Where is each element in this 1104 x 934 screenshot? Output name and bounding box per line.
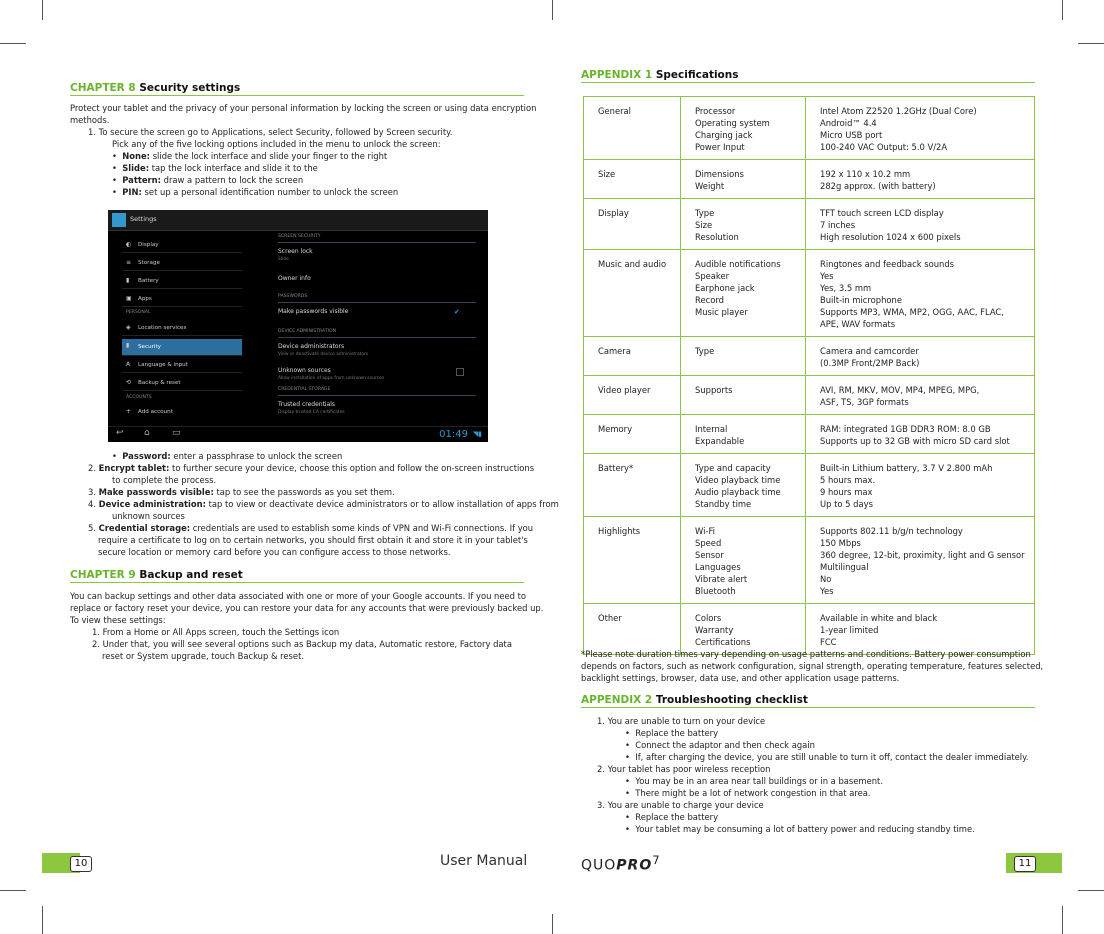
check-icon: ✔ <box>454 308 460 316</box>
spec-value: FCC <box>820 637 837 647</box>
chapter-title: Security settings <box>139 82 241 94</box>
item-4-cont: unknown sources <box>112 511 185 521</box>
heading-rule <box>581 707 1035 708</box>
spec-key: Wi-Fi <box>695 526 715 536</box>
lock-option: • PIN: set up a personal identification number to unlock the screen <box>112 187 399 197</box>
screen-lock-sub: Slide <box>278 257 289 262</box>
recents-icon: ▭ <box>172 428 181 438</box>
spec-values <box>806 250 1035 337</box>
spec-key: Resolution <box>695 232 739 242</box>
spec-values <box>806 337 1035 376</box>
table-row <box>584 250 1035 337</box>
password-bullet: • Password: enter a passphrase to unlock the screen <box>112 451 343 461</box>
crop-mark <box>42 0 43 20</box>
navigation-bar <box>108 426 488 442</box>
spec-value: 9 hours max <box>820 487 873 497</box>
spec-value: Built-in Lithium battery, 3.7 V 2.800 mAh <box>820 463 993 473</box>
spec-value: Supports 802.11 b/g/n technology <box>820 526 963 536</box>
spec-key: Standby time <box>695 499 752 509</box>
clock: 01:49 <box>439 429 468 440</box>
back-icon: ↩ <box>116 428 124 438</box>
lock-option: • Pattern: draw a pattern to lock the screen <box>112 175 304 185</box>
screen-lock-item: Screen lock <box>278 248 313 255</box>
page-number: 11 <box>1014 856 1036 872</box>
spec-value: 192 x 110 x 10.2 mm <box>820 169 911 179</box>
appendix-number: APPENDIX 1 <box>581 69 653 81</box>
spec-value: 5 hours max. <box>820 475 876 485</box>
spec-value: AVI, RM, MKV, MOV, MP4, MPEG, MPG, <box>820 385 980 395</box>
spec-category: Other <box>584 604 681 655</box>
appendix-title: Specifications <box>655 69 739 81</box>
spec-key: Speed <box>695 538 722 548</box>
table-row <box>584 337 1035 376</box>
spec-key: Type <box>695 208 715 218</box>
spec-value: Micro USB port <box>820 130 883 140</box>
spec-value: No <box>820 574 832 584</box>
spec-category: Music and audio <box>584 250 681 337</box>
spec-keys <box>681 376 806 415</box>
list-item: A Language & input <box>122 358 242 373</box>
spec-value: 360 degree, 12-bit, proximity, light and G sensor <box>820 550 1025 560</box>
table-row <box>584 160 1035 199</box>
spec-values <box>806 604 1035 655</box>
ch9-text: You can backup settings and other data associated with one or more of your Google accounts. If you need to <box>70 591 527 601</box>
table-row <box>584 97 1035 160</box>
section-header: CREDENTIAL STORAGE <box>278 387 331 392</box>
divider <box>278 242 476 243</box>
intro-line: methods. <box>70 115 110 125</box>
list-item: ◐ Display <box>122 238 242 253</box>
section-header: ACCOUNTS <box>126 395 152 400</box>
ch9-text: To view these settings: <box>70 615 166 625</box>
spec-value: Built-in microphone <box>820 295 902 305</box>
spec-category: Memory <box>584 415 681 454</box>
crop-mark <box>1062 0 1063 20</box>
language-icon: A <box>126 361 131 368</box>
spec-value: (0.3MP Front/2MP Back) <box>820 358 920 368</box>
settings-screenshot <box>108 210 488 442</box>
backup-icon: ⟲ <box>126 379 132 386</box>
crop-mark <box>0 43 26 44</box>
spec-value: 100-240 VAC Output: 5.0 V/2A <box>820 142 948 152</box>
spec-values <box>806 97 1035 160</box>
table-row <box>584 454 1035 517</box>
spec-value: ASF, TS, 3GP formats <box>820 397 909 407</box>
user-manual-label: User Manual <box>440 853 528 869</box>
spec-key: Vibrate alert <box>695 574 748 584</box>
spec-category: General <box>584 97 681 160</box>
spec-value: Android™ 4.4 <box>820 118 877 128</box>
spec-values <box>806 376 1035 415</box>
list-item: ◈ Location services <box>122 321 242 336</box>
divider <box>278 337 476 338</box>
spec-key: Colors <box>695 613 722 623</box>
spec-category: Size <box>584 160 681 199</box>
spec-value: 1-year limited <box>820 625 879 635</box>
settings-title: Settings <box>130 215 157 223</box>
spec-key: Earphone jack <box>695 283 755 293</box>
item-5: 5. Credential storage: credentials are used to establish some kinds of VPN and Wi-Fi connections. If you <box>88 523 534 533</box>
spec-value: Yes <box>820 271 834 281</box>
spec-key: Type <box>695 346 715 356</box>
table-row <box>584 604 1035 655</box>
item-2-cont: to complete the process. <box>112 475 217 485</box>
apps-icon: ▣ <box>126 295 132 302</box>
chapter-number: CHAPTER 8 <box>70 82 136 94</box>
heading-rule <box>581 82 1035 83</box>
spec-key: Expandable <box>695 436 745 446</box>
item-2: 2. Encrypt tablet: to further secure your device, choose this option and follow the on-screen instructions <box>88 463 535 473</box>
crop-mark <box>552 0 553 20</box>
spec-key: Operating system <box>695 118 770 128</box>
step-1: 1. To secure the screen go to Applications, select Security, followed by Screen security. <box>88 127 453 137</box>
storage-icon: ≡ <box>126 259 132 266</box>
add-icon: + <box>126 408 132 415</box>
spec-key: Audible notifications <box>695 259 781 269</box>
spec-key: Processor <box>695 106 736 116</box>
spec-value: Multilingual <box>820 562 869 572</box>
crop-mark <box>1078 890 1104 891</box>
section-header: SCREEN SECURITY <box>278 234 321 239</box>
crop-mark <box>42 906 43 934</box>
spec-category: Video player <box>584 376 681 415</box>
ch9-step: 2. Under that, you will see several options such as Backup my data, Automatic restore, Factory data <box>92 639 512 649</box>
location-icon: ◈ <box>126 324 131 331</box>
spec-value: Up to 5 days <box>820 499 873 509</box>
table-row <box>584 199 1035 250</box>
spec-keys <box>681 337 806 376</box>
display-icon: ◐ <box>126 241 132 248</box>
trouble-bullet: • Replace the battery <box>625 728 719 738</box>
settings-titlebar <box>108 210 488 231</box>
wifi-battery-icon: ◥▮ <box>472 430 482 438</box>
spec-keys <box>681 160 806 199</box>
list-item: + Add account <box>126 408 173 415</box>
appendix-number: APPENDIX 2 <box>581 694 653 706</box>
crop-mark <box>0 890 26 891</box>
spec-keys <box>681 97 806 160</box>
spec-key: Record <box>695 295 724 305</box>
trouble-bullet: • There might be a lot of network congestion in that area. <box>625 788 871 798</box>
list-item: ▣ Apps <box>122 292 242 307</box>
list-item-selected: ▮ Security <box>122 339 242 356</box>
spec-key: Video playback time <box>695 475 781 485</box>
trouble-bullet: • You may be in an area near tall buildings or in a basement. <box>625 776 883 786</box>
spec-key: Bluetooth <box>695 586 736 596</box>
spec-value: 7 inches <box>820 220 856 230</box>
ch9-step: 1. From a Home or All Apps screen, touch the Settings icon <box>92 627 340 637</box>
battery-note: backlight settings, browser, data use, and other application usage patterns. <box>581 673 900 683</box>
spec-value: Camera and camcorder <box>820 346 919 356</box>
list-item: ≡ Storage <box>122 256 242 271</box>
trouble-item: 2. Your tablet has poor wireless reception <box>597 764 771 774</box>
spec-key: Charging jack <box>695 130 753 140</box>
spec-key: Speaker <box>695 271 730 281</box>
divider <box>278 395 476 396</box>
table-row <box>584 517 1035 604</box>
chapter-title: Backup and reset <box>139 569 243 581</box>
spec-value: Supports up to 32 GB with micro SD card slot <box>820 436 1010 446</box>
item-4: 4. Device administration: tap to view or deactivate device administrators or to allow installation of apps from <box>88 499 559 509</box>
appendix2-heading <box>581 694 808 706</box>
spec-values <box>806 199 1035 250</box>
section-header: DEVICE ADMINISTRATION <box>278 329 337 334</box>
list-item: ⟲ Backup & reset <box>122 376 242 391</box>
battery-note: depends on factors, such as network configuration, signal strength, operating temperature, features selected, <box>581 661 1044 671</box>
trouble-bullet: • If, after charging the device, you are still unable to turn it off, contact the dealer immediately. <box>625 752 1029 762</box>
spec-key: Type and capacity <box>695 463 771 473</box>
spec-value: 282g approx. (with battery) <box>820 181 936 191</box>
spec-value: Ringtones and feedback sounds <box>820 259 954 269</box>
table-row <box>584 376 1035 415</box>
battery-note: *Please note duration times vary depending on usage patterns and conditions. Battery power consumption <box>581 649 1031 659</box>
lock-option: • None: slide the lock interface and slide your finger to the right <box>112 151 388 161</box>
trusted-sub: Display trusted CA certificates <box>278 410 345 415</box>
ch9-text: replace or factory reset your device, you can restore your data for any accounts that were previously backed up. <box>70 603 544 613</box>
spec-keys <box>681 250 806 337</box>
spec-value: Supports MP3, WMA, MP2, OGG, AAC, FLAC, <box>820 307 1004 317</box>
spec-key: Certifications <box>695 637 751 647</box>
spec-value: RAM: integrated 1GB DDR3 ROM: 8.0 GB <box>820 424 991 434</box>
lock-option: • Slide: tap the lock interface and slide it to the <box>112 163 318 173</box>
spec-key: Warranty <box>695 625 734 635</box>
heading-rule <box>70 582 524 583</box>
checkbox-icon <box>456 368 464 376</box>
chapter-number: CHAPTER 9 <box>70 569 136 581</box>
list-item: ▮ Battery <box>122 274 242 289</box>
trouble-item: 3. You are unable to charge your device <box>597 800 764 810</box>
lock-icon: ▮ <box>126 342 130 349</box>
step-1-sub: Pick any of the five locking options included in the menu to unlock the screen: <box>112 139 441 149</box>
spec-value: APE, WAV formats <box>820 319 896 329</box>
home-icon: ⌂ <box>144 428 150 438</box>
spec-keys <box>681 199 806 250</box>
intro-line: Protect your tablet and the privacy of your personal information by locking the screen or using data encryption <box>70 103 537 113</box>
crop-mark <box>1078 43 1104 44</box>
spec-category: Camera <box>584 337 681 376</box>
specs-table <box>583 96 1035 655</box>
spec-value: High resolution 1024 x 600 pixels <box>820 232 961 242</box>
spec-value: Available in white and black <box>820 613 938 623</box>
spec-value: 150 Mbps <box>820 538 861 548</box>
spec-keys <box>681 415 806 454</box>
spec-value: TFT touch screen LCD display <box>820 208 944 218</box>
page-number: 10 <box>70 856 92 872</box>
owner-info-item: Owner info <box>278 275 311 282</box>
crop-mark <box>1062 906 1063 934</box>
appendix1-heading <box>581 69 739 81</box>
quopro-logo: QUOPRO$^7$ <box>581 853 661 874</box>
section-header: PASSWORDS <box>278 294 308 299</box>
settings-app-icon <box>112 213 126 227</box>
spec-key: Music player <box>695 307 748 317</box>
item-3: 3. Make passwords visible: tap to see the passwords as you set them. <box>88 487 395 497</box>
spec-value: Intel Atom Z2520 1.2GHz (Dual Core) <box>820 106 977 116</box>
chapter9-heading <box>70 569 243 581</box>
spec-key: Size <box>695 220 713 230</box>
spec-values <box>806 160 1035 199</box>
battery-icon: ▮ <box>126 277 130 284</box>
spec-key: Languages <box>695 562 741 572</box>
heading-rule <box>70 95 524 96</box>
chapter8-heading <box>70 82 240 94</box>
spec-values <box>806 517 1035 604</box>
spec-values <box>806 415 1035 454</box>
trouble-bullet: • Connect the adaptor and then check again <box>625 740 815 750</box>
trouble-item: 1. You are unable to turn on your device <box>597 716 766 726</box>
device-admin-item: Device administrators <box>278 343 345 350</box>
spec-category: Battery* <box>584 454 681 517</box>
spec-values <box>806 454 1035 517</box>
spec-keys <box>681 454 806 517</box>
trouble-bullet: • Your tablet may be consuming a lot of battery power and reducing standby time. <box>625 824 975 834</box>
unknown-sources-sub: Allow installation of apps from unknown sources <box>278 376 385 381</box>
device-admin-sub: View or deactivate device administrators <box>278 352 369 357</box>
section-header: PERSONAL <box>126 310 151 315</box>
spec-key: Weight <box>695 181 725 191</box>
spec-value: Yes, 3.5 mm <box>820 283 872 293</box>
spec-key: Dimensions <box>695 169 744 179</box>
table-row <box>584 415 1035 454</box>
spec-key: Sensor <box>695 550 724 560</box>
spec-key: Supports <box>695 385 733 395</box>
trusted-item: Trusted credentials <box>278 401 336 408</box>
unknown-sources-item: Unknown sources <box>278 367 331 374</box>
make-visible-item: Make passwords visible <box>278 308 349 315</box>
trouble-bullet: • Replace the battery <box>625 812 719 822</box>
spec-category: Display <box>584 199 681 250</box>
divider <box>278 302 476 303</box>
ch9-step: reset or System upgrade, touch Backup & reset. <box>102 651 305 661</box>
spec-value: Yes <box>820 586 834 596</box>
spec-key: Audio playback time <box>695 487 781 497</box>
spec-key: Internal <box>695 424 728 434</box>
spec-keys <box>681 604 806 655</box>
spec-category: Highlights <box>584 517 681 604</box>
spec-key: Power Input <box>695 142 745 152</box>
spec-keys <box>681 517 806 604</box>
crop-mark <box>552 914 553 934</box>
item-5-cont: require a certificate to log on to certain networks, you should first obtain it and store it in your tablet's <box>98 535 528 545</box>
item-5-cont: secure location or memory card before you can configure access to those networks. <box>98 547 451 557</box>
appendix-title: Troubleshooting checklist <box>655 694 808 706</box>
